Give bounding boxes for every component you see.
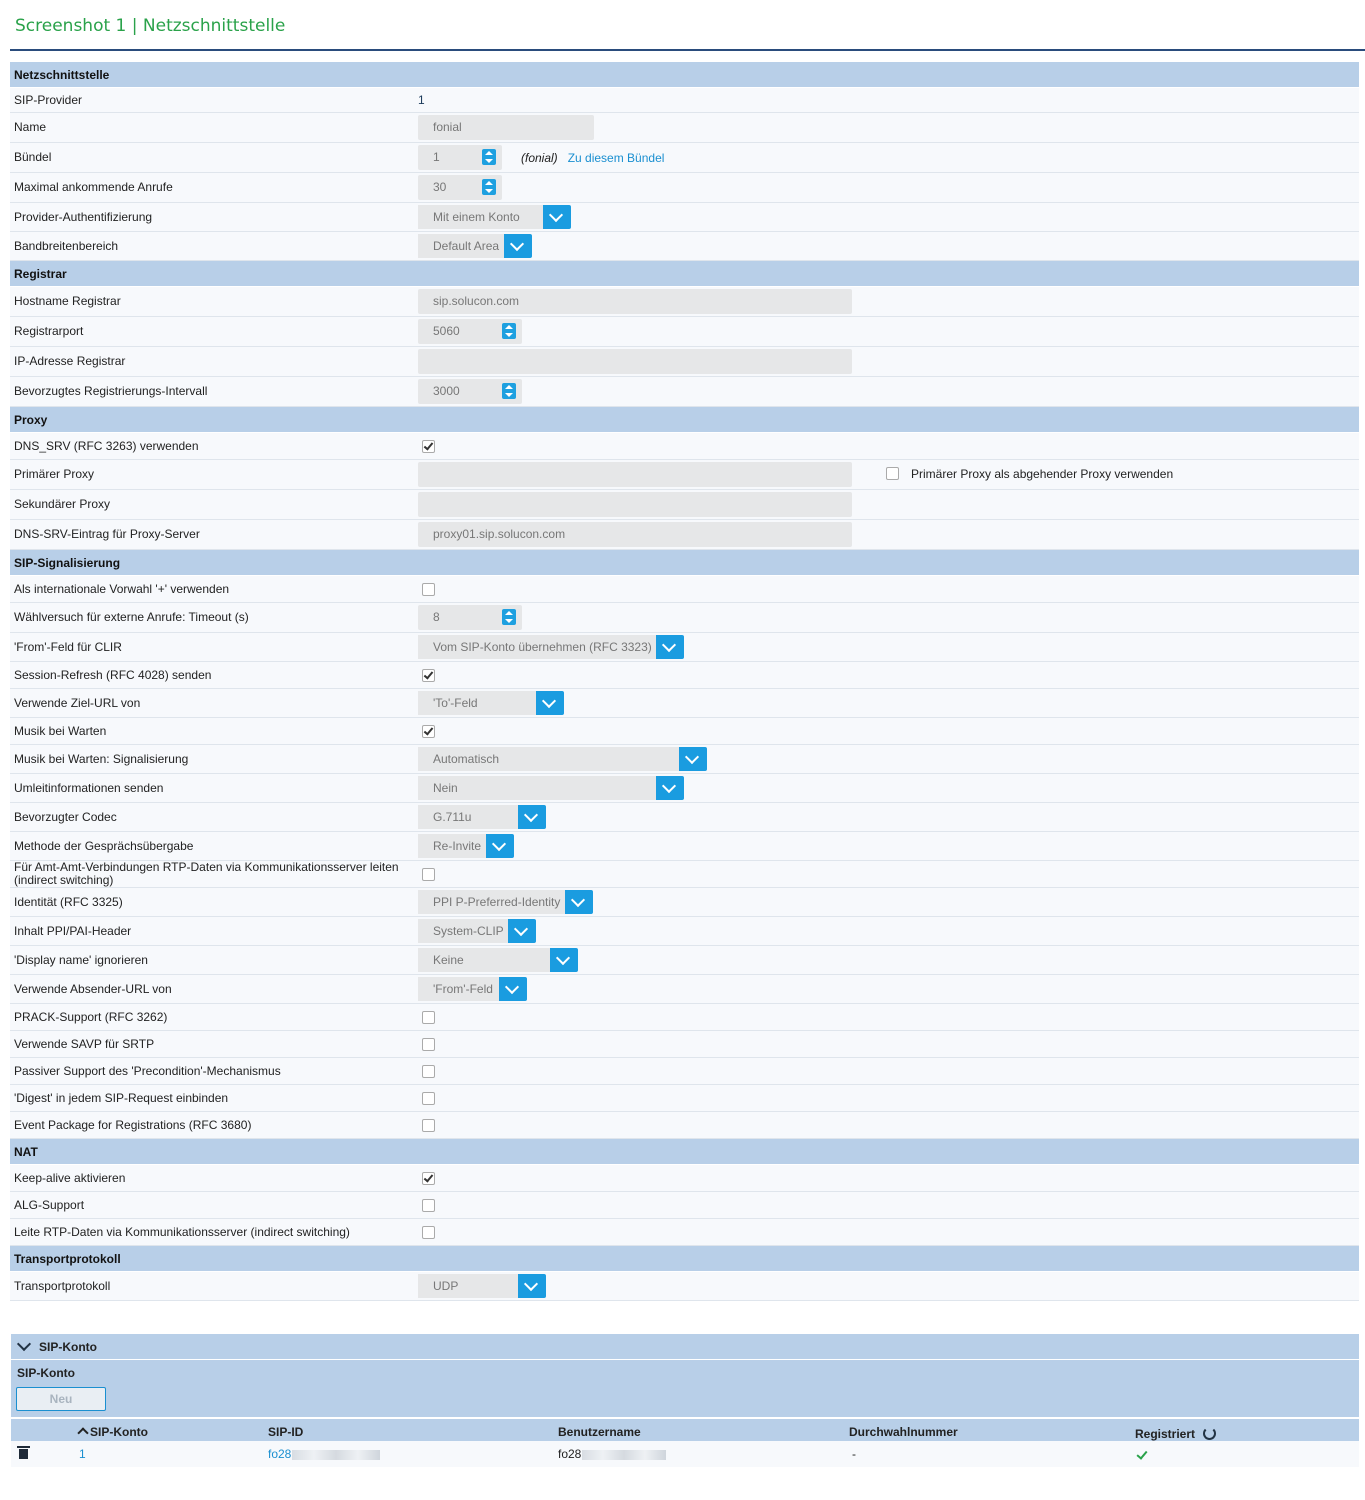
chevron-down-icon[interactable] (518, 1274, 546, 1298)
sort-up-icon (77, 1427, 88, 1438)
field-label: 'From'-Feld für CLIR (14, 639, 122, 654)
checkbox[interactable] (422, 1119, 435, 1132)
sip-konto-collapse-label: SIP-Konto (39, 1339, 97, 1354)
dropdown-select[interactable] (418, 776, 684, 800)
select-value: Keine (418, 948, 550, 972)
section-header: Registrar (10, 261, 1359, 287)
field-control (418, 145, 664, 170)
number-stepper[interactable] (418, 145, 502, 170)
field-control (418, 635, 684, 659)
outgoing-proxy-label: Primärer Proxy als abgehender Proxy verwenden (911, 466, 1174, 481)
dropdown-select[interactable] (418, 1274, 546, 1298)
chevron-down-icon[interactable] (486, 834, 514, 858)
dropdown-select[interactable] (418, 747, 707, 771)
sip-konto-collapse-bar[interactable] (11, 1334, 1359, 1360)
sip-konto-block (11, 1360, 1359, 1417)
stepper-value: 30 (433, 180, 447, 194)
form-row (10, 460, 1359, 490)
field-control (418, 492, 852, 517)
form-row (10, 662, 1359, 689)
text-input[interactable]: proxy01.sip.solucon.com (418, 522, 852, 547)
form-row (10, 173, 1359, 203)
form-row (10, 232, 1359, 261)
field-control (418, 1226, 435, 1239)
field-control (418, 289, 852, 314)
field-control (418, 349, 852, 374)
field-control (418, 669, 435, 682)
field-label: Verwende SAVP für SRTP (14, 1036, 155, 1051)
field-label: Transportprotokoll (14, 1278, 111, 1293)
checkbox[interactable] (422, 1065, 435, 1078)
number-stepper[interactable] (418, 605, 522, 630)
select-value: G.711u (418, 805, 518, 829)
form-row (10, 1085, 1359, 1112)
form-row (10, 576, 1359, 603)
section-header: Transportprotokoll (10, 1246, 1359, 1272)
checkbox[interactable] (422, 1038, 435, 1051)
field-control (418, 522, 852, 547)
stepper-value: 5060 (433, 324, 460, 338)
dropdown-select[interactable] (418, 234, 532, 258)
field-control (418, 205, 571, 229)
checkbox[interactable] (422, 1092, 435, 1105)
field-control (418, 1092, 435, 1105)
dropdown-select[interactable] (418, 691, 564, 715)
dropdown-select[interactable] (418, 805, 546, 829)
field-control (418, 691, 564, 715)
field-label: Methode der Gesprächsübergabe (14, 838, 194, 853)
text-input[interactable] (418, 492, 852, 517)
form-row (10, 490, 1359, 520)
col-sip-konto[interactable]: SIP-Konto (79, 1425, 148, 1439)
dropdown-select[interactable] (418, 635, 684, 659)
spinner-arrows-icon[interactable] (502, 609, 516, 625)
redacted-mark (292, 1450, 380, 1460)
col-sip-id[interactable]: SIP-ID (268, 1425, 304, 1439)
sip-konto-panel (11, 1334, 1359, 1467)
field-control (418, 379, 522, 404)
select-value: Re-Invite (418, 834, 486, 858)
form-row (10, 1058, 1359, 1085)
field-control (418, 319, 522, 344)
col-registriert[interactable]: Registriert (1135, 1425, 1216, 1441)
select-value: Default Area (418, 234, 504, 258)
title-divider (10, 49, 1365, 51)
section-header: Netzschnittstelle (10, 62, 1359, 88)
field-label: SIP-Provider (14, 92, 83, 107)
page-title: Screenshot 1 | Netzschnittstelle (15, 16, 286, 36)
dropdown-select[interactable] (418, 890, 593, 914)
field-control (418, 175, 502, 200)
section-header: Proxy (10, 407, 1359, 433)
checkbox[interactable] (422, 725, 435, 738)
form-row (10, 1004, 1359, 1031)
form-row (10, 803, 1359, 832)
chevron-down-icon[interactable] (504, 234, 532, 258)
form-row (10, 1165, 1359, 1192)
field-label: Musik bei Warten (14, 723, 107, 738)
field-label: Musik bei Warten: Signalisierung (14, 751, 189, 766)
spinner-arrows-icon[interactable] (502, 323, 516, 339)
select-value: UDP (418, 1274, 518, 1298)
chevron-down-icon[interactable] (536, 691, 564, 715)
field-control (418, 583, 435, 596)
select-value: 'To'-Feld (418, 691, 536, 715)
checkbox[interactable] (422, 1199, 435, 1212)
col-benutzername[interactable]: Benutzername (558, 1425, 641, 1439)
section-header: SIP-Signalisierung (10, 550, 1359, 576)
form-row (10, 718, 1359, 745)
field-label: Leite RTP-Daten via Kommunikationsserver (indirect switching) (14, 1224, 350, 1239)
trash-icon[interactable] (19, 1449, 28, 1459)
field-control (418, 1199, 435, 1212)
field-control (418, 93, 425, 107)
form-row (10, 520, 1359, 550)
field-control (418, 1065, 435, 1078)
field-label: DNS_SRV (RFC 3263) verwenden (14, 438, 199, 453)
field-label: Wählversuch für externe Anrufe: Timeout (s) (14, 610, 249, 624)
field-label: DNS-SRV-Eintrag für Proxy-Server (14, 527, 200, 541)
col-durchwahlnummer[interactable]: Durchwahlnummer (849, 1425, 958, 1439)
form-row (10, 287, 1359, 317)
field-control (418, 725, 435, 738)
checkbox[interactable] (422, 1226, 435, 1239)
field-label: Registrarport (14, 324, 84, 338)
redacted-mark (582, 1450, 666, 1460)
field-label: Inhalt PPI/PAI-Header (14, 923, 132, 938)
field-control (418, 115, 594, 140)
form-row (10, 832, 1359, 861)
bundle-link[interactable]: Zu diesem Bündel (567, 150, 665, 165)
chevron-down-icon[interactable] (679, 747, 707, 771)
field-control (418, 1172, 435, 1185)
spinner-arrows-icon[interactable] (482, 179, 496, 195)
form-row (10, 377, 1359, 407)
form-row (10, 433, 1359, 460)
field-control (418, 1274, 546, 1298)
field-label: Maximal ankommende Anrufe (14, 180, 173, 194)
field-label: Bevorzugtes Registrierungs-Intervall (14, 384, 208, 398)
field-label: Name (14, 120, 47, 134)
field-control (418, 1038, 435, 1051)
select-value: PPI P-Preferred-Identity (418, 890, 565, 914)
field-label: Session-Refresh (RFC 4028) senden (14, 667, 212, 682)
select-value: Nein (418, 776, 656, 800)
spinner-arrows-icon[interactable] (502, 383, 516, 399)
field-label: Sekundärer Proxy (14, 497, 111, 511)
field-label: 'Display name' ignorieren (14, 952, 148, 967)
field-label: Als internationale Vorwahl '+' verwenden (14, 581, 230, 596)
cell-sip-id[interactable]: fo28 (268, 1447, 380, 1461)
form-row (10, 113, 1359, 143)
form-row (10, 347, 1359, 377)
field-label: IP-Adresse Registrar (14, 354, 126, 368)
stepper-value: 3000 (433, 384, 460, 398)
form-row (10, 1219, 1359, 1246)
form-row (10, 1112, 1359, 1139)
form-row (10, 774, 1359, 803)
chevron-down-icon[interactable] (543, 205, 571, 229)
field-control (418, 747, 707, 771)
number-stepper[interactable] (418, 379, 522, 404)
chevron-down-icon[interactable] (17, 1336, 31, 1350)
dropdown-select[interactable] (418, 834, 514, 858)
chevron-down-icon[interactable] (518, 805, 546, 829)
field-label: Bandbreitenbereich (14, 238, 119, 253)
form-row (10, 603, 1359, 633)
field-control (418, 977, 527, 1001)
field-label: Hostname Registrar (14, 294, 121, 308)
form-row (10, 946, 1359, 975)
table-header (11, 1417, 1359, 1441)
outgoing-proxy-checkbox[interactable] (886, 467, 899, 480)
checkbox[interactable] (422, 583, 435, 596)
form-row (10, 1031, 1359, 1058)
field-label: Event Package for Registrations (RFC 3680) (14, 1117, 252, 1132)
field-control (418, 868, 435, 881)
select-value: Mit einem Konto (418, 205, 543, 229)
select-value: System-CLIP (418, 919, 508, 943)
refresh-icon[interactable] (1203, 1427, 1216, 1440)
stepper-value: 8 (433, 610, 440, 624)
checkbox[interactable] (422, 868, 435, 881)
checkbox[interactable] (422, 1172, 435, 1185)
field-control (418, 462, 1173, 487)
select-value: 'From'-Feld (418, 977, 499, 1001)
stepper-value: 1 (433, 150, 440, 164)
field-control (418, 1119, 435, 1132)
form-row (10, 861, 1359, 888)
field-label: Provider-Authentifizierung (14, 209, 153, 224)
field-label: ALG-Support (14, 1197, 85, 1212)
table-row (11, 1441, 1359, 1467)
cell-sip-konto[interactable]: 1 (79, 1447, 86, 1461)
field-label: Umleitinformationen senden (14, 780, 164, 795)
field-label: Passiver Support des 'Precondition'-Mechanismus (14, 1063, 281, 1078)
checkbox[interactable] (422, 669, 435, 682)
dropdown-select[interactable] (418, 977, 527, 1001)
select-value: Automatisch (418, 747, 679, 771)
bundle-name: (fonial) (521, 150, 558, 165)
cell-benutzername: fo28 (558, 1447, 666, 1461)
field-control (418, 440, 435, 453)
field-control (418, 805, 546, 829)
sip-konto-block-title: SIP-Konto (17, 1366, 75, 1380)
form-row (10, 633, 1359, 662)
field-control (418, 1011, 435, 1024)
text-input[interactable]: sip.solucon.com (418, 289, 852, 314)
chevron-down-icon[interactable] (508, 919, 536, 943)
field-label: Für Amt-Amt-Verbindungen RTP-Daten via Kommunikationsserver leiten (indirect switching) (14, 860, 399, 887)
number-stepper[interactable] (418, 319, 522, 344)
field-control (418, 234, 532, 258)
field-label: Primärer Proxy (14, 467, 95, 481)
dropdown-select[interactable] (418, 919, 536, 943)
settings-form (10, 62, 1359, 1301)
chevron-down-icon[interactable] (656, 776, 684, 800)
text-input[interactable]: fonial (418, 115, 594, 140)
field-label: PRACK-Support (RFC 3262) (14, 1009, 168, 1024)
field-label: Bündel (14, 150, 52, 164)
field-label: Bevorzugter Codec (14, 809, 117, 824)
form-row (10, 317, 1359, 347)
new-button[interactable]: Neu (16, 1387, 106, 1411)
form-row (10, 88, 1359, 113)
form-row (10, 1272, 1359, 1301)
field-label: 'Digest' in jedem SIP-Request einbinden (14, 1090, 229, 1105)
chevron-down-icon[interactable] (550, 948, 578, 972)
chevron-down-icon[interactable] (565, 890, 593, 914)
checkbox[interactable] (422, 1011, 435, 1024)
form-row (10, 203, 1359, 232)
check-icon (1136, 1448, 1147, 1460)
form-row (10, 745, 1359, 774)
chevron-down-icon[interactable] (656, 635, 684, 659)
section-header: NAT (10, 1139, 1359, 1165)
text-input[interactable] (418, 349, 852, 374)
field-control (418, 834, 514, 858)
dropdown-select[interactable] (418, 948, 578, 972)
field-label: Verwende Ziel-URL von (14, 695, 141, 710)
field-label: Identität (RFC 3325) (14, 894, 123, 909)
dropdown-select[interactable] (418, 205, 571, 229)
field-value: 1 (418, 93, 425, 107)
form-row (10, 888, 1359, 917)
field-label: Verwende Absender-URL von (14, 981, 172, 996)
chevron-down-icon[interactable] (499, 977, 527, 1001)
form-row (10, 1192, 1359, 1219)
field-label: Keep-alive aktivieren (14, 1170, 126, 1185)
text-input[interactable] (418, 462, 852, 487)
field-control (418, 890, 593, 914)
form-row (10, 689, 1359, 718)
spinner-arrows-icon[interactable] (482, 149, 496, 165)
field-control (418, 605, 522, 630)
field-control (418, 948, 578, 972)
checkbox[interactable] (422, 440, 435, 453)
form-row (10, 143, 1359, 173)
form-row (10, 917, 1359, 946)
cell-durchwahl: - (852, 1447, 856, 1461)
number-stepper[interactable] (418, 175, 502, 200)
field-control (418, 776, 684, 800)
select-value: Vom SIP-Konto übernehmen (RFC 3323) (418, 635, 656, 659)
field-control (418, 919, 536, 943)
form-row (10, 975, 1359, 1004)
